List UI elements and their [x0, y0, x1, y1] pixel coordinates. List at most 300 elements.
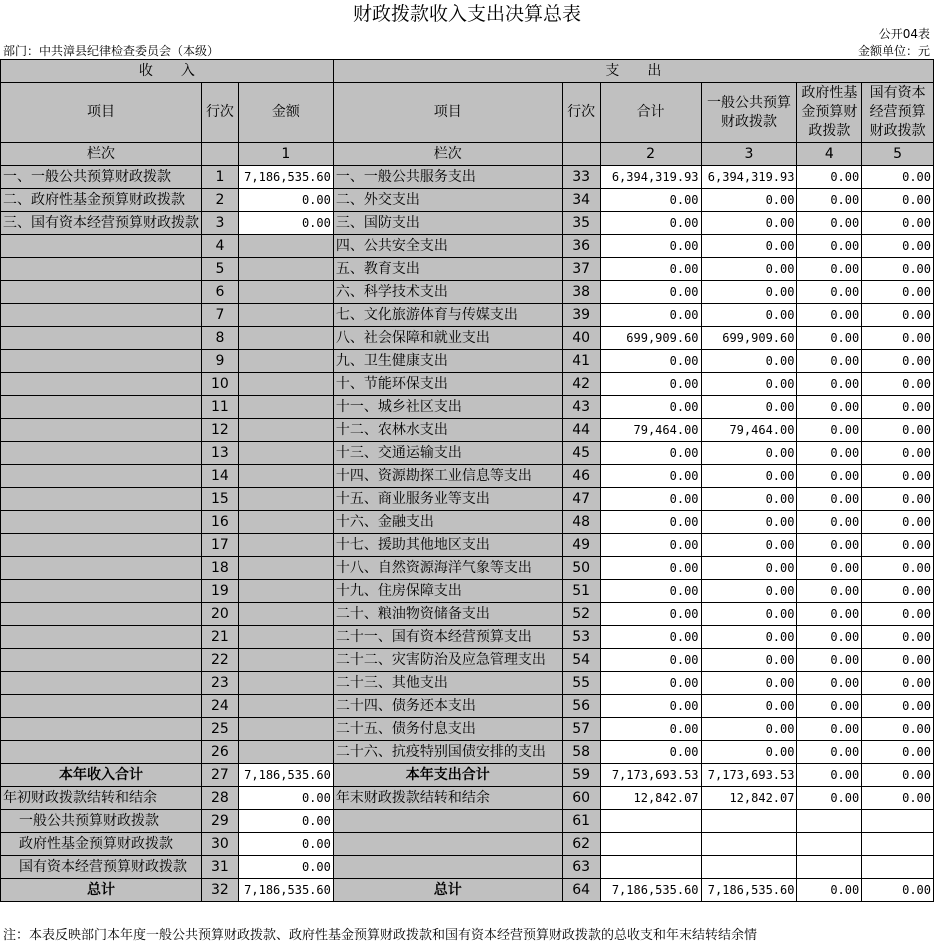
income-item	[1, 442, 202, 465]
amount-cell[interactable]: 0.00	[797, 442, 862, 465]
amount-cell	[238, 373, 333, 396]
amount-cell	[238, 626, 333, 649]
table-row	[1, 672, 934, 695]
amount-cell[interactable]: 0.00	[797, 373, 862, 396]
amount-cell	[238, 465, 333, 488]
row-number: 24	[202, 695, 239, 718]
income-rowno-header: 行次	[202, 83, 239, 143]
amount-cell[interactable]: 0.00	[238, 212, 333, 235]
row-number: 33	[562, 166, 600, 189]
row-number: 46	[562, 465, 600, 488]
income-item	[1, 695, 202, 718]
income-item	[1, 235, 202, 258]
amount-cell[interactable]: 0.00	[600, 672, 701, 695]
amount-cell[interactable]: 0.00	[600, 373, 701, 396]
amount-cell[interactable]: 0.00	[797, 511, 862, 534]
amount-cell	[238, 304, 333, 327]
amount-cell[interactable]: 0.00	[600, 258, 701, 281]
expense-col-3: 3	[701, 143, 797, 166]
amount-cell[interactable]: 0.00	[238, 856, 333, 879]
amount-cell	[238, 557, 333, 580]
amount-cell[interactable]: 699,909.60	[701, 327, 797, 350]
row-number: 64	[562, 879, 600, 902]
amount-cell[interactable]: 0.00	[797, 258, 862, 281]
amount-cell[interactable]: 0.00	[701, 511, 797, 534]
amount-cell[interactable]: 0.00	[797, 626, 862, 649]
amount-cell[interactable]: 0.00	[862, 189, 934, 212]
amount-cell[interactable]: 0.00	[701, 396, 797, 419]
amount-cell[interactable]: 0.00	[862, 511, 934, 534]
amount-cell[interactable]: 0.00	[862, 258, 934, 281]
amount-cell[interactable]: 0.00	[862, 350, 934, 373]
expense-fund-header: 政府性基金预算财政拨款	[797, 83, 862, 143]
amount-cell[interactable]: 7,186,535.60	[701, 879, 797, 902]
amount-cell[interactable]: 0.00	[600, 465, 701, 488]
amount-cell[interactable]	[797, 810, 862, 833]
footnote: 注：本表反映部门本年度一般公共预算财政拨款、政府性基金预算财政拨款和国有资本经营预算财政拨款的总收支和年末结转结余情	[3, 928, 758, 943]
row-number: 21	[202, 626, 239, 649]
row-number: 6	[202, 281, 239, 304]
end-balance-label: 年末财政拨款结转和结余	[333, 787, 562, 810]
amount-cell[interactable]: 6,394,319.93	[600, 166, 701, 189]
amount-cell[interactable]: 0.00	[862, 327, 934, 350]
amount-cell[interactable]: 0.00	[862, 396, 934, 419]
expense-state-header: 国有资本经营预算财政拨款	[862, 83, 934, 143]
sub-item-label: 国有资本经营预算财政拨款	[1, 856, 202, 879]
amount-cell[interactable]	[600, 810, 701, 833]
expense-item: 二十六、抗疫特别国债安排的支出	[333, 741, 562, 764]
expense-item-header: 项目	[333, 83, 562, 143]
amount-cell[interactable]	[862, 833, 934, 856]
row-number: 35	[562, 212, 600, 235]
amount-cell[interactable]	[600, 856, 701, 879]
amount-cell[interactable]: 0.00	[600, 235, 701, 258]
amount-cell[interactable]: 0.00	[600, 603, 701, 626]
amount-cell	[238, 741, 333, 764]
amount-cell[interactable]: 0.00	[701, 488, 797, 511]
amount-cell[interactable]: 0.00	[862, 695, 934, 718]
row-number: 48	[562, 511, 600, 534]
amount-cell[interactable]: 0.00	[797, 212, 862, 235]
amount-cell[interactable]: 0.00	[862, 488, 934, 511]
row-number: 27	[202, 764, 239, 787]
amount-cell[interactable]: 0.00	[797, 695, 862, 718]
amount-cell[interactable]: 0.00	[862, 718, 934, 741]
row-number: 7	[202, 304, 239, 327]
amount-cell[interactable]: 0.00	[862, 787, 934, 810]
row-number: 32	[202, 879, 239, 902]
table-row	[1, 258, 934, 281]
table-row	[1, 534, 934, 557]
amount-cell[interactable]: 0.00	[797, 235, 862, 258]
amount-cell[interactable]	[701, 810, 797, 833]
expense-item: 二十、粮油物资储备支出	[333, 603, 562, 626]
row-number: 30	[202, 833, 239, 856]
amount-cell[interactable]: 0.00	[797, 580, 862, 603]
expense-general-header: 一般公共预算财政拨款	[701, 83, 797, 143]
amount-cell[interactable]: 0.00	[600, 695, 701, 718]
empty-item-cell	[333, 856, 562, 879]
income-col-1: 1	[238, 143, 333, 166]
amount-cell	[238, 672, 333, 695]
amount-cell[interactable]	[797, 856, 862, 879]
income-total-label: 本年收入合计	[1, 764, 202, 787]
amount-cell[interactable]: 0.00	[862, 879, 934, 902]
table-row	[1, 350, 934, 373]
amount-cell[interactable]: 0.00	[701, 258, 797, 281]
row-number: 50	[562, 557, 600, 580]
amount-cell[interactable]: 7,186,535.60	[600, 879, 701, 902]
expense-col-rowno	[562, 143, 600, 166]
amount-cell	[238, 235, 333, 258]
income-item: 二、政府性基金预算财政拨款	[1, 189, 202, 212]
income-item	[1, 373, 202, 396]
row-number: 22	[202, 649, 239, 672]
amount-cell[interactable]: 7,173,693.53	[600, 764, 701, 787]
amount-cell[interactable]: 0.00	[797, 327, 862, 350]
amount-cell[interactable]: 0.00	[238, 189, 333, 212]
amount-cell[interactable]: 0.00	[600, 718, 701, 741]
table-row	[1, 810, 934, 833]
income-item	[1, 304, 202, 327]
expense-item: 二十四、债务还本支出	[333, 695, 562, 718]
amount-cell[interactable]: 0.00	[600, 557, 701, 580]
empty-item-cell	[333, 833, 562, 856]
amount-cell[interactable]: 0.00	[797, 672, 862, 695]
amount-cell[interactable]: 0.00	[600, 304, 701, 327]
row-number: 61	[562, 810, 600, 833]
amount-cell[interactable]: 0.00	[701, 281, 797, 304]
income-item	[1, 488, 202, 511]
amount-cell[interactable]: 0.00	[797, 465, 862, 488]
amount-cell[interactable]: 0.00	[797, 649, 862, 672]
amount-cell[interactable]: 0.00	[862, 304, 934, 327]
amount-cell[interactable]: 0.00	[701, 695, 797, 718]
row-number: 58	[562, 741, 600, 764]
amount-cell[interactable]: 0.00	[797, 189, 862, 212]
amount-cell[interactable]	[862, 810, 934, 833]
page-title: 财政拨款收入支出决算总表	[352, 3, 581, 25]
expense-item: 八、社会保障和就业支出	[333, 327, 562, 350]
expense-item: 二、外交支出	[333, 189, 562, 212]
income-item	[1, 741, 202, 764]
amount-cell	[238, 396, 333, 419]
amount-cell	[238, 580, 333, 603]
table-row	[1, 580, 934, 603]
amount-cell[interactable]: 0.00	[238, 810, 333, 833]
amount-cell[interactable]: 0.00	[701, 189, 797, 212]
row-number: 1	[202, 166, 239, 189]
expense-item: 六、科学技术支出	[333, 281, 562, 304]
amount-cell[interactable]: 0.00	[701, 235, 797, 258]
amount-cell[interactable]: 0.00	[862, 534, 934, 557]
row-number: 55	[562, 672, 600, 695]
row-number: 23	[202, 672, 239, 695]
amount-cell[interactable]: 0.00	[701, 373, 797, 396]
expense-col-label: 栏次	[333, 143, 562, 166]
amount-cell[interactable]: 0.00	[797, 534, 862, 557]
amount-cell[interactable]: 0.00	[600, 442, 701, 465]
expense-item: 一、一般公共服务支出	[333, 166, 562, 189]
income-item: 一、一般公共预算财政拨款	[1, 166, 202, 189]
expense-item: 十、节能环保支出	[333, 373, 562, 396]
row-number: 5	[202, 258, 239, 281]
budget-table	[0, 59, 934, 902]
row-number: 37	[562, 258, 600, 281]
amount-cell[interactable]: 0.00	[238, 787, 333, 810]
income-item	[1, 258, 202, 281]
amount-cell[interactable]: 0.00	[797, 488, 862, 511]
row-number: 38	[562, 281, 600, 304]
row-number: 18	[202, 557, 239, 580]
row-number: 11	[202, 396, 239, 419]
row-number: 29	[202, 810, 239, 833]
amount-cell[interactable]: 0.00	[797, 879, 862, 902]
income-item: 三、国有资本经营预算财政拨款	[1, 212, 202, 235]
amount-cell[interactable]: 699,909.60	[600, 327, 701, 350]
row-number: 16	[202, 511, 239, 534]
table-row	[1, 396, 934, 419]
amount-cell	[238, 718, 333, 741]
income-item	[1, 396, 202, 419]
amount-cell[interactable]: 0.00	[797, 166, 862, 189]
table-row	[1, 442, 934, 465]
row-number: 31	[202, 856, 239, 879]
amount-cell[interactable]: 0.00	[701, 304, 797, 327]
row-number: 39	[562, 304, 600, 327]
income-item	[1, 626, 202, 649]
income-item-header: 项目	[1, 83, 202, 143]
grand-total-label: 总计	[1, 879, 202, 902]
amount-cell[interactable]: 7,186,535.60	[238, 879, 333, 902]
row-number: 36	[562, 235, 600, 258]
table-row	[1, 879, 934, 902]
amount-cell[interactable]: 0.00	[862, 235, 934, 258]
income-item	[1, 534, 202, 557]
amount-cell[interactable]: 0.00	[797, 304, 862, 327]
expense-item: 四、公共安全支出	[333, 235, 562, 258]
expense-item: 十五、商业服务业等支出	[333, 488, 562, 511]
amount-cell	[238, 488, 333, 511]
amount-cell[interactable]: 0.00	[600, 626, 701, 649]
amount-cell[interactable]: 0.00	[600, 488, 701, 511]
income-amount-header: 金额	[238, 83, 333, 143]
expense-item: 十六、金融支出	[333, 511, 562, 534]
row-number: 25	[202, 718, 239, 741]
amount-cell	[238, 695, 333, 718]
expense-col-5: 5	[862, 143, 934, 166]
amount-cell[interactable]	[862, 856, 934, 879]
row-number: 34	[562, 189, 600, 212]
table-row	[1, 603, 934, 626]
amount-cell[interactable]: 0.00	[600, 649, 701, 672]
table-row	[1, 166, 934, 189]
expense-item: 二十五、债务付息支出	[333, 718, 562, 741]
expense-col-2: 2	[600, 143, 701, 166]
amount-cell[interactable]: 0.00	[797, 396, 862, 419]
amount-cell[interactable]: 0.00	[238, 833, 333, 856]
amount-cell[interactable]: 0.00	[600, 534, 701, 557]
amount-cell[interactable]: 0.00	[862, 212, 934, 235]
amount-cell[interactable]: 0.00	[701, 465, 797, 488]
row-number: 26	[202, 741, 239, 764]
amount-cell[interactable]: 6,394,319.93	[701, 166, 797, 189]
unit-label: 金额单位：元	[857, 44, 930, 58]
amount-cell[interactable]	[797, 833, 862, 856]
amount-cell[interactable]: 0.00	[797, 557, 862, 580]
row-number: 19	[202, 580, 239, 603]
amount-cell[interactable]: 0.00	[862, 626, 934, 649]
expense-item: 十七、援助其他地区支出	[333, 534, 562, 557]
income-item	[1, 672, 202, 695]
row-number: 60	[562, 787, 600, 810]
amount-cell[interactable]	[600, 833, 701, 856]
row-number: 52	[562, 603, 600, 626]
row-number: 13	[202, 442, 239, 465]
amount-cell[interactable]: 0.00	[701, 212, 797, 235]
amount-cell[interactable]: 0.00	[600, 511, 701, 534]
income-item	[1, 580, 202, 603]
amount-cell	[238, 603, 333, 626]
income-item	[1, 327, 202, 350]
amount-cell[interactable]: 0.00	[701, 603, 797, 626]
amount-cell[interactable]: 0.00	[701, 672, 797, 695]
amount-cell[interactable]: 0.00	[701, 580, 797, 603]
expense-rowno-header: 行次	[562, 83, 600, 143]
amount-cell[interactable]: 0.00	[701, 557, 797, 580]
amount-cell[interactable]: 0.00	[600, 189, 701, 212]
amount-cell[interactable]: 79,464.00	[600, 419, 701, 442]
amount-cell[interactable]: 0.00	[600, 212, 701, 235]
row-number: 9	[202, 350, 239, 373]
amount-cell[interactable]: 0.00	[862, 465, 934, 488]
amount-cell[interactable]: 0.00	[862, 741, 934, 764]
table-row	[1, 718, 934, 741]
begin-balance-label: 年初财政拨款结转和结余	[1, 787, 202, 810]
expense-item: 十一、城乡社区支出	[333, 396, 562, 419]
row-number: 53	[562, 626, 600, 649]
table-row	[1, 626, 934, 649]
amount-cell[interactable]: 0.00	[862, 580, 934, 603]
amount-cell[interactable]: 0.00	[600, 396, 701, 419]
amount-cell[interactable]: 0.00	[862, 166, 934, 189]
amount-cell[interactable]: 0.00	[701, 718, 797, 741]
amount-cell[interactable]: 0.00	[797, 603, 862, 626]
amount-cell[interactable]: 0.00	[701, 741, 797, 764]
amount-cell	[238, 281, 333, 304]
income-item	[1, 649, 202, 672]
row-number: 57	[562, 718, 600, 741]
expense-item: 十四、资源勘探工业信息等支出	[333, 465, 562, 488]
amount-cell[interactable]: 0.00	[797, 350, 862, 373]
amount-cell[interactable]: 7,173,693.53	[701, 764, 797, 787]
row-number: 45	[562, 442, 600, 465]
amount-cell	[238, 258, 333, 281]
row-number: 14	[202, 465, 239, 488]
amount-cell[interactable]: 7,186,535.60	[238, 166, 333, 189]
table-row	[1, 833, 934, 856]
amount-cell[interactable]: 12,842.07	[600, 787, 701, 810]
amount-cell[interactable]: 12,842.07	[701, 787, 797, 810]
amount-cell[interactable]: 0.00	[862, 373, 934, 396]
amount-cell[interactable]: 0.00	[862, 419, 934, 442]
amount-cell[interactable]: 0.00	[701, 534, 797, 557]
amount-cell[interactable]: 79,464.00	[701, 419, 797, 442]
empty-item-cell	[333, 810, 562, 833]
table-row	[1, 235, 934, 258]
table-row	[1, 695, 934, 718]
amount-cell[interactable]: 0.00	[862, 649, 934, 672]
amount-cell[interactable]: 0.00	[862, 603, 934, 626]
income-item	[1, 465, 202, 488]
income-item	[1, 603, 202, 626]
amount-cell[interactable]: 0.00	[862, 764, 934, 787]
row-number: 42	[562, 373, 600, 396]
amount-cell[interactable]: 0.00	[797, 281, 862, 304]
table-row	[1, 787, 934, 810]
expense-section-header: 支 出	[333, 60, 933, 83]
amount-cell[interactable]: 0.00	[862, 672, 934, 695]
amount-cell	[238, 442, 333, 465]
amount-cell[interactable]: 0.00	[701, 649, 797, 672]
amount-cell[interactable]: 0.00	[600, 580, 701, 603]
amount-cell[interactable]: 0.00	[862, 442, 934, 465]
amount-cell[interactable]: 0.00	[600, 741, 701, 764]
row-number: 44	[562, 419, 600, 442]
amount-cell[interactable]: 0.00	[862, 281, 934, 304]
amount-cell[interactable]: 0.00	[600, 281, 701, 304]
amount-cell[interactable]: 0.00	[701, 626, 797, 649]
income-item	[1, 419, 202, 442]
amount-cell[interactable]: 0.00	[797, 718, 862, 741]
amount-cell	[238, 327, 333, 350]
row-number: 3	[202, 212, 239, 235]
expense-item: 二十二、灾害防治及应急管理支出	[333, 649, 562, 672]
amount-cell[interactable]: 0.00	[797, 787, 862, 810]
table-row	[1, 327, 934, 350]
amount-cell	[238, 511, 333, 534]
row-number: 43	[562, 396, 600, 419]
amount-cell[interactable]: 0.00	[797, 764, 862, 787]
row-number: 41	[562, 350, 600, 373]
amount-cell[interactable]: 0.00	[600, 350, 701, 373]
expense-item: 十三、交通运输支出	[333, 442, 562, 465]
table-row	[1, 511, 934, 534]
table-row	[1, 764, 934, 787]
row-number: 10	[202, 373, 239, 396]
row-number: 47	[562, 488, 600, 511]
expense-item: 十八、自然资源海洋气象等支出	[333, 557, 562, 580]
table-row	[1, 465, 934, 488]
income-section-header: 收 入	[1, 60, 334, 83]
amount-cell[interactable]: 0.00	[797, 419, 862, 442]
income-item	[1, 557, 202, 580]
amount-cell[interactable]: 0.00	[862, 557, 934, 580]
amount-cell[interactable]	[701, 856, 797, 879]
amount-cell[interactable]: 7,186,535.60	[238, 764, 333, 787]
row-number: 62	[562, 833, 600, 856]
amount-cell[interactable]: 0.00	[701, 442, 797, 465]
income-item	[1, 350, 202, 373]
grand-total-label: 总计	[333, 879, 562, 902]
row-number: 20	[202, 603, 239, 626]
amount-cell[interactable]: 0.00	[701, 350, 797, 373]
amount-cell[interactable]	[701, 833, 797, 856]
row-number: 15	[202, 488, 239, 511]
table-row	[1, 373, 934, 396]
amount-cell[interactable]: 0.00	[797, 741, 862, 764]
expense-item: 七、文化旅游体育与传媒支出	[333, 304, 562, 327]
